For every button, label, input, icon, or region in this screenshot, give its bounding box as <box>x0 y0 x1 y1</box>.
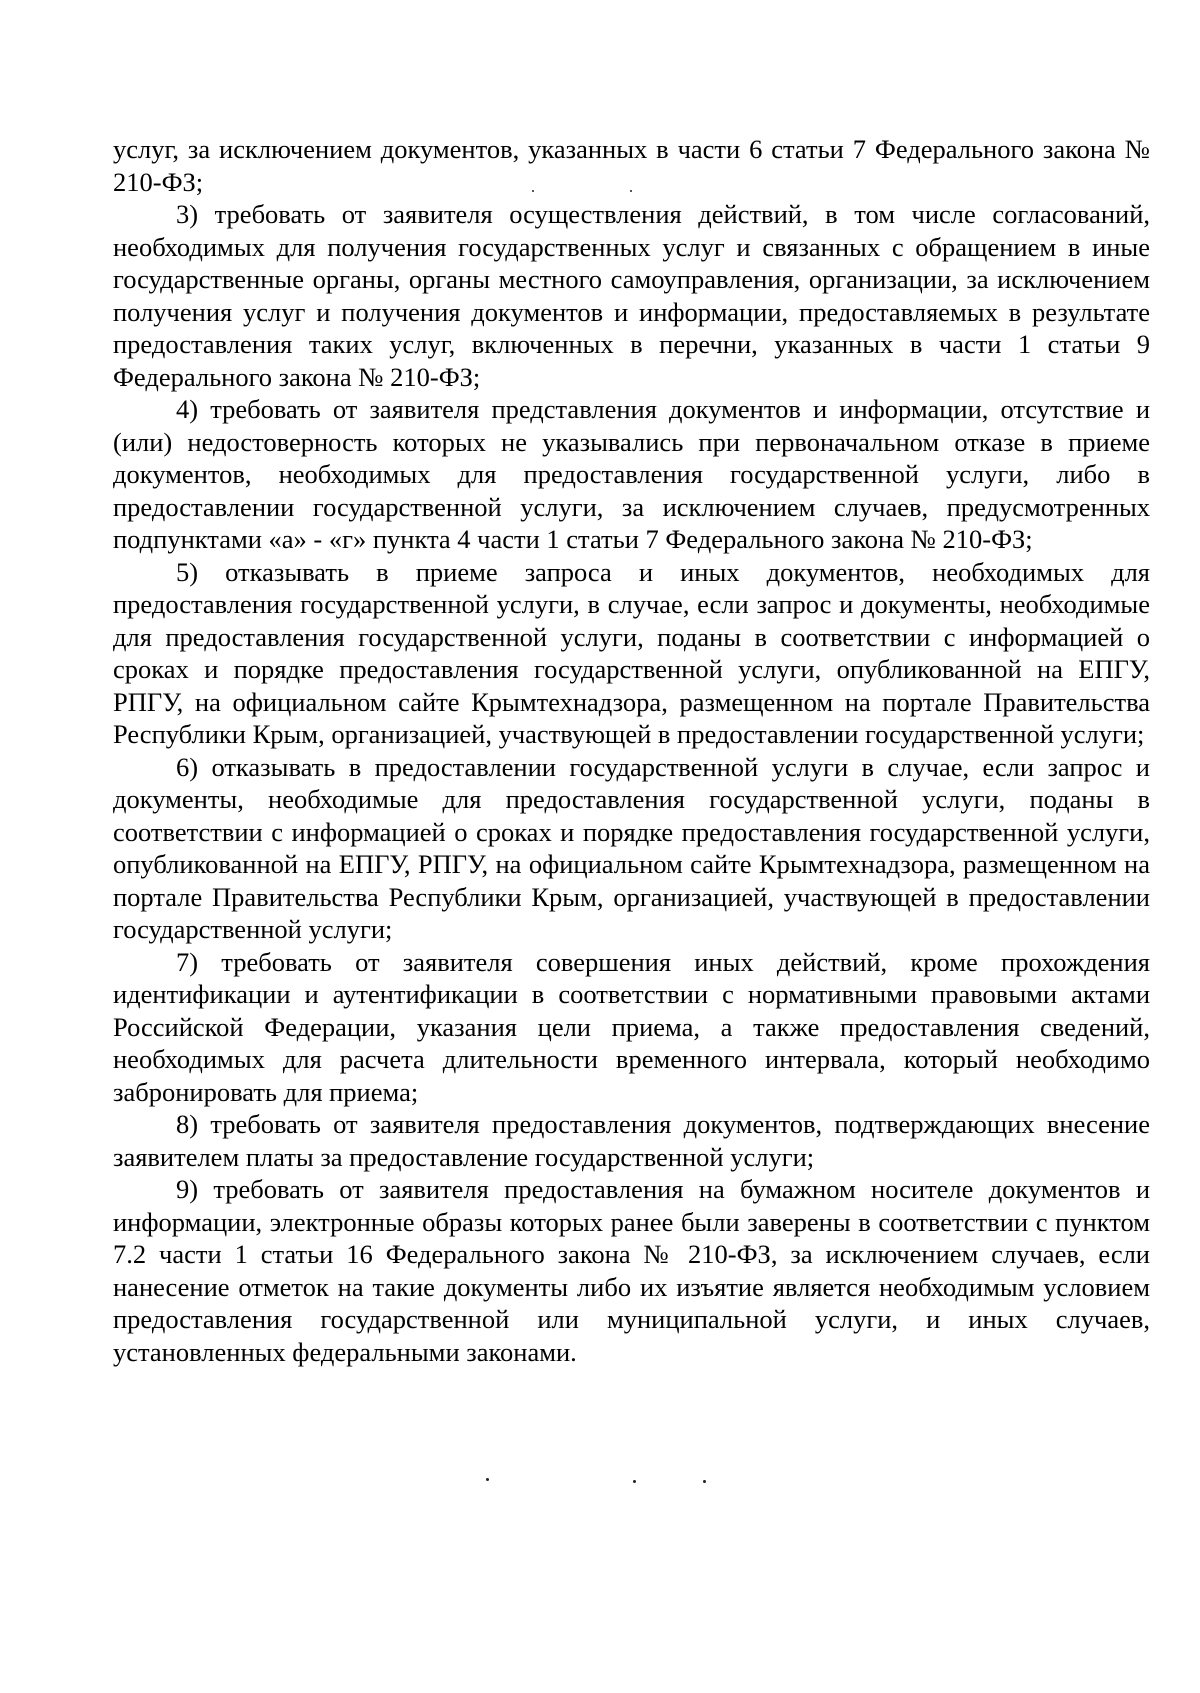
scan-speck <box>486 1478 489 1481</box>
document-body <box>113 133 1150 1368</box>
list-item-9: 9) требовать от заявителя предоставления на бумажном носителе документов и информации, электронные образы которых ранее были заверены в соответствии с пунктом 7.2 части 1 статьи 16 Федерального закона № 210-ФЗ, за исключением случаев, если нанесение отметок на такие документы либо их изъятие является необходимым условием предоставления государственной или муниципальной услуги, и иных случаев, установленных федеральными законами. <box>113 1174 1150 1367</box>
list-item-8: 8) требовать от заявителя предоставления документов, подтверждающих внесение заявителем платы за предоставление государственной услуги; <box>113 1109 1150 1172</box>
scan-speck <box>633 1480 636 1483</box>
scan-speck <box>703 1480 706 1483</box>
list-item-4: 4) требовать от заявителя представления документов и информации, отсутствие и (или) недостоверность которых не указывались при первоначальном отказе в приеме документов, необходимых для предоставления государственной услуги, либо в предоставлении государственной услуги, за исключением случаев, предусмотренных подпунктами «а» - «г» пункта 4 части 1 статьи 7 Федерального закона № 210-ФЗ; <box>113 394 1150 554</box>
scan-speck <box>532 190 534 192</box>
list-item-6: 6) отказывать в предоставлении государственной услуги в случае, если запрос и документы, необходимые для предоставления государственной услуги, поданы в соответствии с информацией о сроках и порядке предоставления государственной услуги, опубликованной на ЕПГУ, РПГУ, на официальном сайте Крымтехнадзора, размещенном на портале Правительства Республики Крым, организацией, участвующей в предоставлении государственной услуги; <box>113 751 1150 944</box>
paragraph-continuation: услуг, за исключением документов, указанных в части 6 статьи 7 Федерального закона № 210-ФЗ; <box>113 134 1150 197</box>
list-item-5: 5) отказывать в приеме запроса и иных документов, необходимых для предоставления государственной услуги, в случае, если запрос и документы, необходимые для предоставления государственной услуги, поданы в соответствии с информацией о сроках и порядке предоставления государственной услуги, опубликованной на ЕПГУ, РПГУ, на официальном сайте Крымтехнадзора, размещенном на портале Правительства Республики Крым, организацией, участвующей в предоставлении государственной услуги; <box>113 556 1150 749</box>
list-item-3: 3) требовать от заявителя осуществления действий, в том числе согласований, необходимых для получения государственных услуг и связанных с обращением в иные государственные органы, органы местного самоуправления, организации, за исключением получения услуг и получения документов и информации, предоставляемых в результате предоставления таких услуг, включенных в перечни, указанных в части 1 статьи 9 Федерального закона № 210-ФЗ; <box>113 199 1150 392</box>
scan-speck <box>630 190 632 192</box>
list-item-7: 7) требовать от заявителя совершения иных действий, кроме прохождения идентификации и аутентификации в соответствии с нормативными правовыми актами Российской Федерации, указания цели приема, а также предоставления сведений, необходимых для расчета длительности временного интервала, который необходимо забронировать для приема; <box>113 946 1150 1107</box>
